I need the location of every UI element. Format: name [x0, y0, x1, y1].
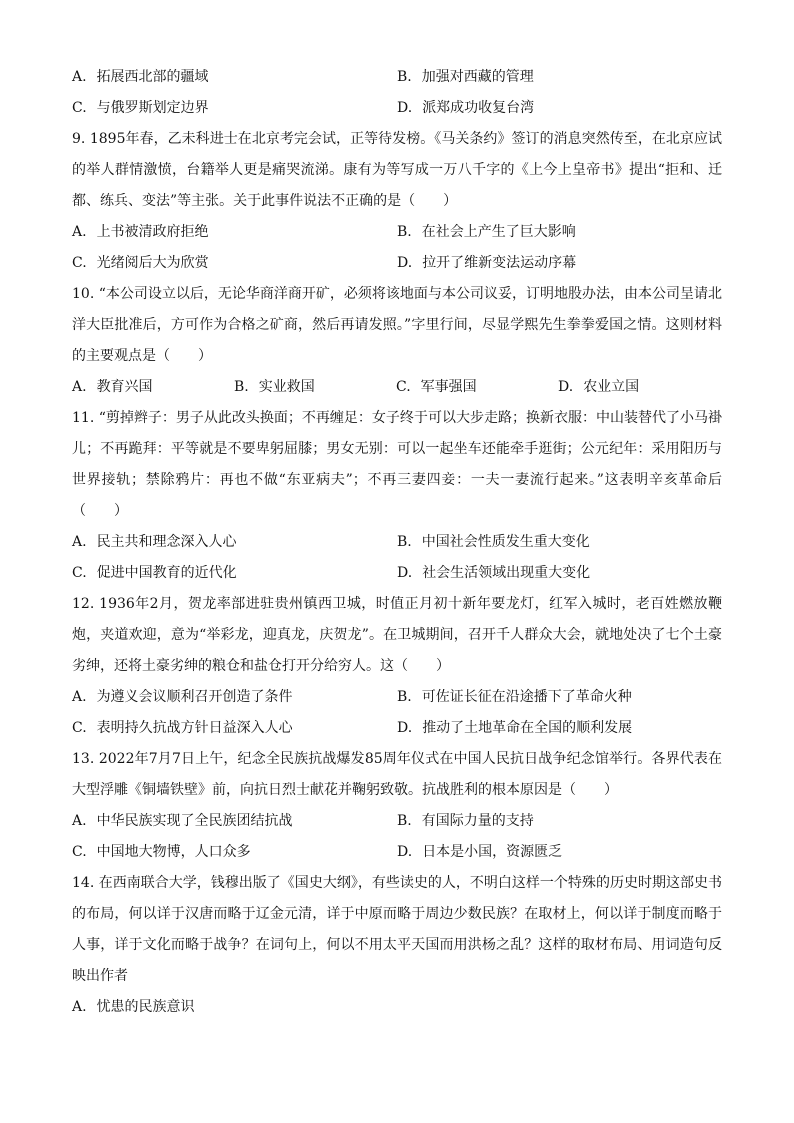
q8-options [72, 62, 722, 124]
q9-option-d: D. 拉开了维新变法运动序幕 [397, 255, 577, 271]
q9-option-c: C. 光绪阅后大为欣赏 [72, 255, 209, 271]
q12-option-d: D. 推动了土地革命在全国的顺利发展 [397, 720, 633, 736]
q10-options [72, 372, 722, 403]
q12-option-b: B. 可佐证长征在沿途播下了革命火种 [397, 689, 632, 705]
q12-option-c: C. 表明持久抗战方针日益深入人心 [72, 720, 293, 736]
q11-option-b: B. 中国社会性质发生重大变化 [397, 534, 590, 550]
q8-option-a: A. 拓展西北部的疆域 [72, 69, 209, 85]
q8-option-b: B. 加强对西藏的管理 [397, 69, 534, 85]
q13-option-a: A. 中华民族实现了全民族团结抗战 [72, 813, 293, 829]
q12-options [72, 682, 722, 744]
q11-options [72, 527, 722, 589]
q12-option-a: A. 为遵义会议顺利召开创造了条件 [72, 689, 293, 705]
q13-stem: 13. 2022年7月7日上午，纪念全民族抗战爆发85周年仪式在中国人民抗日战争纪念馆举行。各界代表在大型浮雕《铜墙铁壁》前，向抗日烈士献花并鞠躬致敬。抗战胜利的根本原因是（ ） [72, 751, 722, 798]
q13-option-b: B. 有国际力量的支持 [397, 813, 534, 829]
q11-stem: 11. “剪掉辫子：男子从此改头换面；不再缠足：女子终于可以大步走路；换新衣服：中山装替代了小马褂儿；不再跪拜：平等就是不要卑躬屈膝；男女无别：可以一起坐车还能牵手逛街；公元纪年：采用阳历与世界接轨；禁除鸦片：再也不做“东亚病夫”；不再三妻四妾：一夫一妻流行起来。”这表明辛亥革命后（ ） [72, 410, 722, 519]
q14-stem: 14. 在西南联合大学，钱穆出版了《国史大纲》，有些读史的人，不明白这样一个特殊的历史时期这部史书的布局，何以详于汉唐而略于辽金元清，详于中原而略于周边少数民族？在取材上，何以详于制度而略于人事，详于文化而略于战争？在词句上，何以不用太平天国而用洪杨之乱？这样的取材布局、用词造句反映出作者 [72, 875, 722, 984]
q10-option-c: C. 军事强国 [396, 379, 477, 395]
q9-stem: 9. 1895年春，乙未科进士在北京考完会试，正等待发榜。《马关条约》签订的消息突然传至，在北京应试的举人群情激愤，台籍举人更是痛哭流涕。康有为等写成一万八千字的《上今上皇帝书》提出“拒和、迁都、练兵、变法”等主张。关于此事件说法不正确的是（ ） [72, 131, 722, 209]
q13-option-c: C. 中国地大物博，人口众多 [72, 844, 251, 860]
q11-option-a: A. 民主共和理念深入人心 [72, 534, 237, 550]
q10-stem: 10. “本公司设立以后，无论华商洋商开矿，必须将该地面与本公司议妥，订明地股办法，由本公司呈请北洋大臣批准后，方可作为合格之矿商，然后再请发照。”字里行间，尽显学熙先生拳拳爱国之情。这则材料的主要观点是（ ） [72, 286, 722, 364]
q9-option-b: B. 在社会上产生了巨大影响 [397, 224, 576, 240]
q11-option-c: C. 促进中国教育的近代化 [72, 565, 237, 581]
q13-option-d: D. 日本是小国，资源匮乏 [397, 844, 563, 860]
q8-option-c: C. 与俄罗斯划定边界 [72, 100, 209, 116]
q14-options [72, 992, 722, 1023]
q12-stem: 12. 1936年2月，贺龙率部进驻贵州镇西卫城，时值正月初十新年要龙灯，红军入城时，老百姓燃放鞭炮，夹道欢迎，意为“举彩龙，迎真龙，庆贺龙”。在卫城期间，召开千人群众大会，就地处决了七个土豪劣绅，还将土豪劣绅的粮仓和盐仓打开分给穷人。这（ ） [72, 596, 722, 674]
q10-option-d: D. 农业立国 [558, 379, 640, 395]
q13-options [72, 806, 722, 868]
q11-option-d: D. 社会生活领域出现重大变化 [397, 565, 591, 581]
q8-option-d: D. 派郑成功收复台湾 [397, 100, 535, 116]
q9-options [72, 217, 722, 279]
q14-option-a: A. 忧患的民族意识 [72, 999, 195, 1015]
q9-option-a: A. 上书被清政府拒绝 [72, 224, 209, 240]
q10-option-b: B. 实业救国 [234, 379, 315, 395]
q10-option-a: A. 教育兴国 [72, 379, 153, 395]
questions-content [72, 62, 722, 1023]
